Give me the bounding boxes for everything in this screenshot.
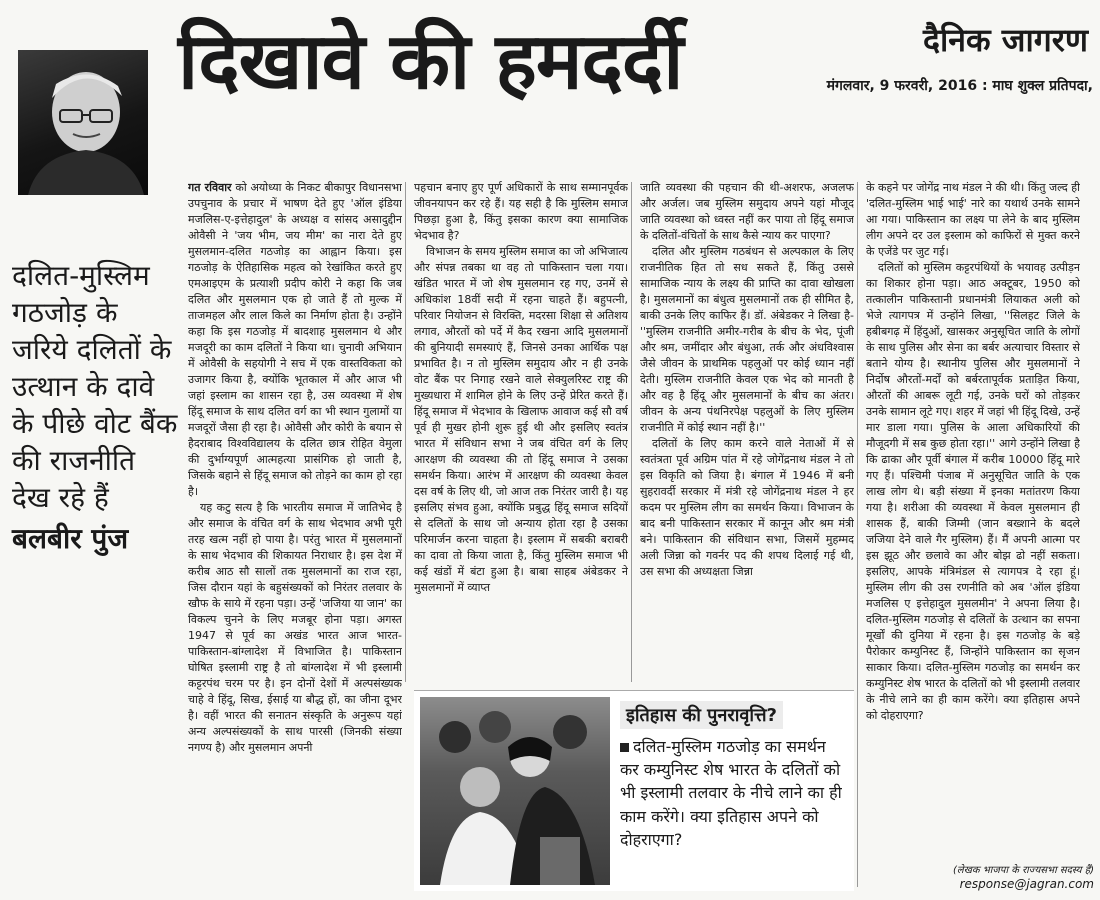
- column-divider: [405, 182, 406, 682]
- masthead: दैनिक जागरण: [922, 21, 1088, 59]
- dateline: मंगलवार, 9 फरवरी, 2016 : माघ शुक्ल प्रतिपदा,: [826, 78, 1093, 94]
- article-column-4: [866, 180, 1080, 856]
- response-email: response@jagran.com: [959, 877, 1094, 891]
- lead-in: गत रविवार: [188, 181, 232, 194]
- article-column-3: [640, 180, 854, 680]
- column-divider: [857, 182, 858, 887]
- box-title: इतिहास की पुनरावृत्ति?: [620, 701, 783, 729]
- paragraph-text: को अयोध्या के निकट बीकापुर विधानसभा उपचुनाव के प्रचार में भाषण देते हुए 'ऑल इंडिया मजलिस-ए-इत्तेहादुल' के अध्यक्ष व सांसद असादुद्दीन ओवैसी ने 'जय भीम, जय मीम' का नारा देते हुए मुसलमान-दलित गठजोड़ का आह्वान किया। इस गठजोड़ के ऐतिहासिक महत्व को रेखांकित करते हुए एमआइएम के प्रत्याशी प्रदीप कोरी ने कहा कि जब दलित और मुसलमान एक हो जाते हैं तो मुल्क में ताजमहल और लाल किले का निर्माण होता है। उन्होंने कहा कि इस गठजोड़ में बादशाह मुसलमान थे और मजदूरी का काम दलितों ने किया था। चुनावी अभियान में ओवैसी के सहयोगी ने सच में एक वास्तविकता को उजागर किया है, क्योंकि भूतकाल में और आज भी जहां इस्लाम का शासन रहा है, उस व्यवस्था में शेष हिंदू समाज के साथ दलित वर्ग का भी स्थान गुलामों या मजदूरों जैसा ही रहा है। ओवैसी और कोरी के बयान से हैदराबाद विश्वविद्यालय के दलित छात्र रोहित वेमुला की दुर्भाग्यपूर्ण आत्महत्या प्रासंगिक हो जाती है, जिसके बहाने से हिंदू समाज को तोड़ने का काम हो रहा है।: [188, 181, 402, 498]
- box-body-text: दलित-मुस्लिम गठजोड़ का समर्थन कर कम्युनिस्ट शेष भारत के दलितों को भी इस्लामी तलवार के नीचे लाने का ही काम करेंगे। क्या इतिहास अपने को दोहराएगा?: [620, 737, 842, 849]
- column-divider: [631, 182, 632, 682]
- article-paragraph: [188, 180, 402, 500]
- article-paragraph: विभाजन के समय मुस्लिम समाज का जो अभिजात्य और संपन्न तबका था वह तो पाकिस्तान चला गया। खंडित भारत में जो शेष मुसलमान रह गए, उनमें से अधिकांश 18वीं सदी में रहना चाहते हैं। बहुपत्नी, परिवार नियोजन से विरक्ति, मदरसा शिक्षा से अतिशय लगाव, औरतों को पर्दे में कैद रखना आदि मुसलमानों की बुनियादी समस्याएं हैं, जिनसे उनका आर्थिक पक्ष प्रभावित है। न तो मुस्लिम समुदाय और न ही उनके वोट बैंक पर निगाह रखने वाले सेक्युलरिस्ट राष्ट्र की मुख्यधारा में शामिल होने के लिए उन्हें प्रेरित करते हैं। हिंदू समाज में भेदभाव के खिलाफ आवाज कई सौ वर्ष पूर्व ही मुखर होनी शुरू हुई थी और इसलिए स्वतंत्र भारत में संविधान सभा ने जब वंचित वर्ग के लिए आरक्षण की व्यवस्था की तो हिंदू समाज ने उसका समर्थन किया। आरंभ में आरक्षण की व्यवस्था केवल दस वर्ष के लिए थी, जो आज तक निरंतर जारी है। यह इसलिए संभव हुआ, क्योंकि प्रबुद्ध हिंदू समाज सदियों से दलितों के साथ जो अन्याय होता रहा है उसका परिमार्जन करना चाहता है। इस्लाम में सबकी बराबरी का दावा तो किया जाता है, किंतु मुस्लिम समाज भी कई खंडों में बंटा हुआ है। बाबा साहब अंबेडकर ने मुसलमानों में व्याप्त: [414, 245, 628, 594]
- article-paragraph: पहचान बनाए हुए पूर्ण अधिकारों के साथ सम्मानपूर्वक जीवनयापन कर रहे हैं। यह सही है कि मुस्लिम समाज पिछड़ा हुआ है, किंतु इसका कारण क्या सामाजिक भेदभाव है?: [414, 181, 628, 242]
- author-byline: बलबीर पुंज: [12, 521, 129, 555]
- article-paragraph: दलितों के लिए काम करने वाले नेताओं में से स्वतंत्रता पूर्व अग्रिम पांत में रहे जोगेंद्रनाथ मंडल ने तो इस विकृति को जिया है। बंगाल में 1946 में बनी सुहरावर्दी सरकार में मंत्री रहे जोगेंद्रनाथ मंडल ने हर कदम पर मुस्लिम लीग का समर्थन किया। विभाजन के बाद बनी पाकिस्तान सरकार में कानून और श्रम मंत्री बने। पाकिस्तान की संविधान सभा, जिसमें मुहम्मद अली जिन्ना को गवर्नर पद की शपथ दिलाई गई थी, उस सभा की अध्यक्षता जिन्ना: [640, 437, 854, 578]
- article-column-1: [188, 180, 402, 856]
- article-column-2: [414, 180, 628, 680]
- deck: [12, 258, 180, 558]
- rally-photo: [420, 697, 610, 885]
- deck-text: दलित-मुस्लिम गठजोड़ के जरिये दलितों के उत्थान के दावे के पीछे वोट बैंक की राजनीति देख रहे हैं: [12, 259, 178, 514]
- article-paragraph: के कहने पर जोगेंद्र नाथ मंडल ने की थी। किंतु जल्द ही 'दलित-मुस्लिम भाई भाई' नारे का यथार्थ उनके सामने आ गया। पाकिस्तान का लक्ष्य पा लेने के बाद मुस्लिम लीग अपने दर उल इस्लाम को काफिरों से मुक्त करने के एजेंडे पर जुट गई।: [866, 181, 1080, 258]
- article-paragraph: दलित और मुस्लिम गठबंधन से अल्पकाल के लिए राजनीतिक हित तो सध सकते हैं, किंतु उससे सामाजिक न्याय के लक्ष्य की प्राप्ति का दावा खोखला है। मुसलमानों का बंधुत्व मुसलमानों तक ही सीमित है, बाकी उनके लिए काफिर हैं। डॉ. अंबेडकर ने लिखा है-''मुस्लिम राजनीति अमीर-गरीब के बीच के भेद, पूंजी और श्रम, जमींदार और बंधुआ, तर्क और अंधविश्वास जैसे जीवन के प्राथमिक पहलुओं पर कोई ध्यान नहीं देती। मुस्लिम राजनीति केवल एक भेद को मानती है और वह है हिंदू और मुसलमानों के बीच का अंतर। जीवन के अन्य पंथनिरपेक्ष पहलुओं के लिए मुस्लिम राजनीति में कोई स्थान नहीं है।'': [640, 245, 854, 434]
- author-note: (लेखक भाजपा के राज्यसभा सदस्य हैं): [953, 865, 1094, 876]
- pull-quote-box: [414, 690, 854, 891]
- bullet-icon: [620, 743, 629, 752]
- article-paragraph: यह कटु सत्य है कि भारतीय समाज में जातिभेद है और समाज के वंचित वर्ग के साथ भेदभाव अभी पूरी तरह खत्म नहीं हो पाया है। परंतु भारत में मुसलमानों के साथ भेदभाव की शिकायत निराधार है। इस देश में करीब आठ सौ सालों तक मुसलमानों का राज रहा, जिस दौरान यहां के बहुसंख्यकों को निरंतर तलवार के खौफ के साये में रहना पड़ा। उन्हें 'जजिया या जान' का विकल्प चुनने के लिए मजबूर होना पड़ा। अगस्त 1947 से पूर्व का अखंड भारत आज भारत-पाकिस्तान-बांग्लादेश में विभाजित है। पाकिस्तान घोषित इस्लामी राष्ट्र है तो बांग्लादेश में भी इस्लामी कट्टरपंथ चरम पर है। इन दोनों देशों में अल्पसंख्यक चाहे वे हिंदू, सिख, ईसाई या बौद्ध हों, का जीना दूभर है। वहीं भारत की सनातन संस्कृति के अनुरूप यहां अन्य अल्पसंख्यकों के साथ पारसी (जिनकी संख्या नगण्य है) और मुसलमान अपनी: [188, 501, 402, 754]
- author-photo: [18, 50, 148, 195]
- article-paragraph: जाति व्यवस्था की पहचान की थी-अशरफ, अजलफ और अर्जल। जब मुस्लिम समुदाय अपने यहां मौजूद जाति व्यवस्था को ध्वस्त नहीं कर पाया तो हिंदू समाज के दलितों-वंचितों के साथ कैसे न्याय कर पाएगा?: [640, 181, 854, 242]
- box-body: [620, 735, 848, 851]
- headline: दिखावे की हमदर्दी: [178, 17, 683, 107]
- article-paragraph: दलितों को मुस्लिम कट्टरपंथियों के भयावह उत्पीड़न का शिकार होना पड़ा। आठ अक्टूबर, 1950 को तत्कालीन पाकिस्तानी प्रधानमंत्री लियाकत अली को भेजे त्यागपत्र में उन्होंने लिखा, ''सिलहट जिले के हबीबगढ़ में हिंदुओं, खासकर अनुसूचित जाति के लोगों के साथ पुलिस और सेना का बर्बर अत्याचार विस्तार से बताने योग्य है। स्थानीय पुलिस और मुसलमानों ने निर्दोष औरतों-मर्दों को बर्बरतापूर्वक प्रताड़ित किया, औरतों की आबरू लूटी गई, उनके घरों को तोड़कर उनके सामान लूटे गए। शहर में जहां भी हिंदू दिखे, उन्हें मार डाला गया। पुलिस के आला अधिकारियों की मौजूदगी में सब कुछ होता रहा।'' आगे उन्होंने लिखा है कि ढाका और पूर्वी बंगाल में करीब 10000 हिंदू मारे गए हैं। पश्चिमी पंजाब में अनुसूचित जाति के एक लाख लोग थे। बड़ी संख्या में इनका मतांतरण किया गया है। शरीआ की व्यवस्था में केवल मुसलमान ही शासक हैं, बाकी जिम्मी (जान बख्शाने के बदले जजिया देने वाले गैर मुस्लिम) हैं। मैं अपनी आत्मा पर इस झूठ और छलावे का और बोझ ढो नहीं सकता। इसलिए, आपके मंत्रिमंडल से त्यागपत्र दे रहा हूं। मुस्लिम लीग की उस रणनीति को अब 'ऑल इंडिया मजलिस ए इत्तेहादुल मुसलमीन' ने अपना लिया है। दलित-मुस्लिम गठजोड़ से दलितों के उत्थान का सपना मूर्खों की दुनिया में रहना है। इस गठजोड़ के बड़े पैरोकार कम्युनिस्ट हैं, जिन्होंने पाकिस्तान का सृजन साकार किया। दलित-मुस्लिम गठजोड़ का समर्थन कर कम्युनिस्ट शेष भारत के दलितों को भी इस्लामी तलवार के नीचे लाने का ही काम करेंगे। क्या इतिहास अपने को दोहराएगा?: [866, 261, 1080, 722]
